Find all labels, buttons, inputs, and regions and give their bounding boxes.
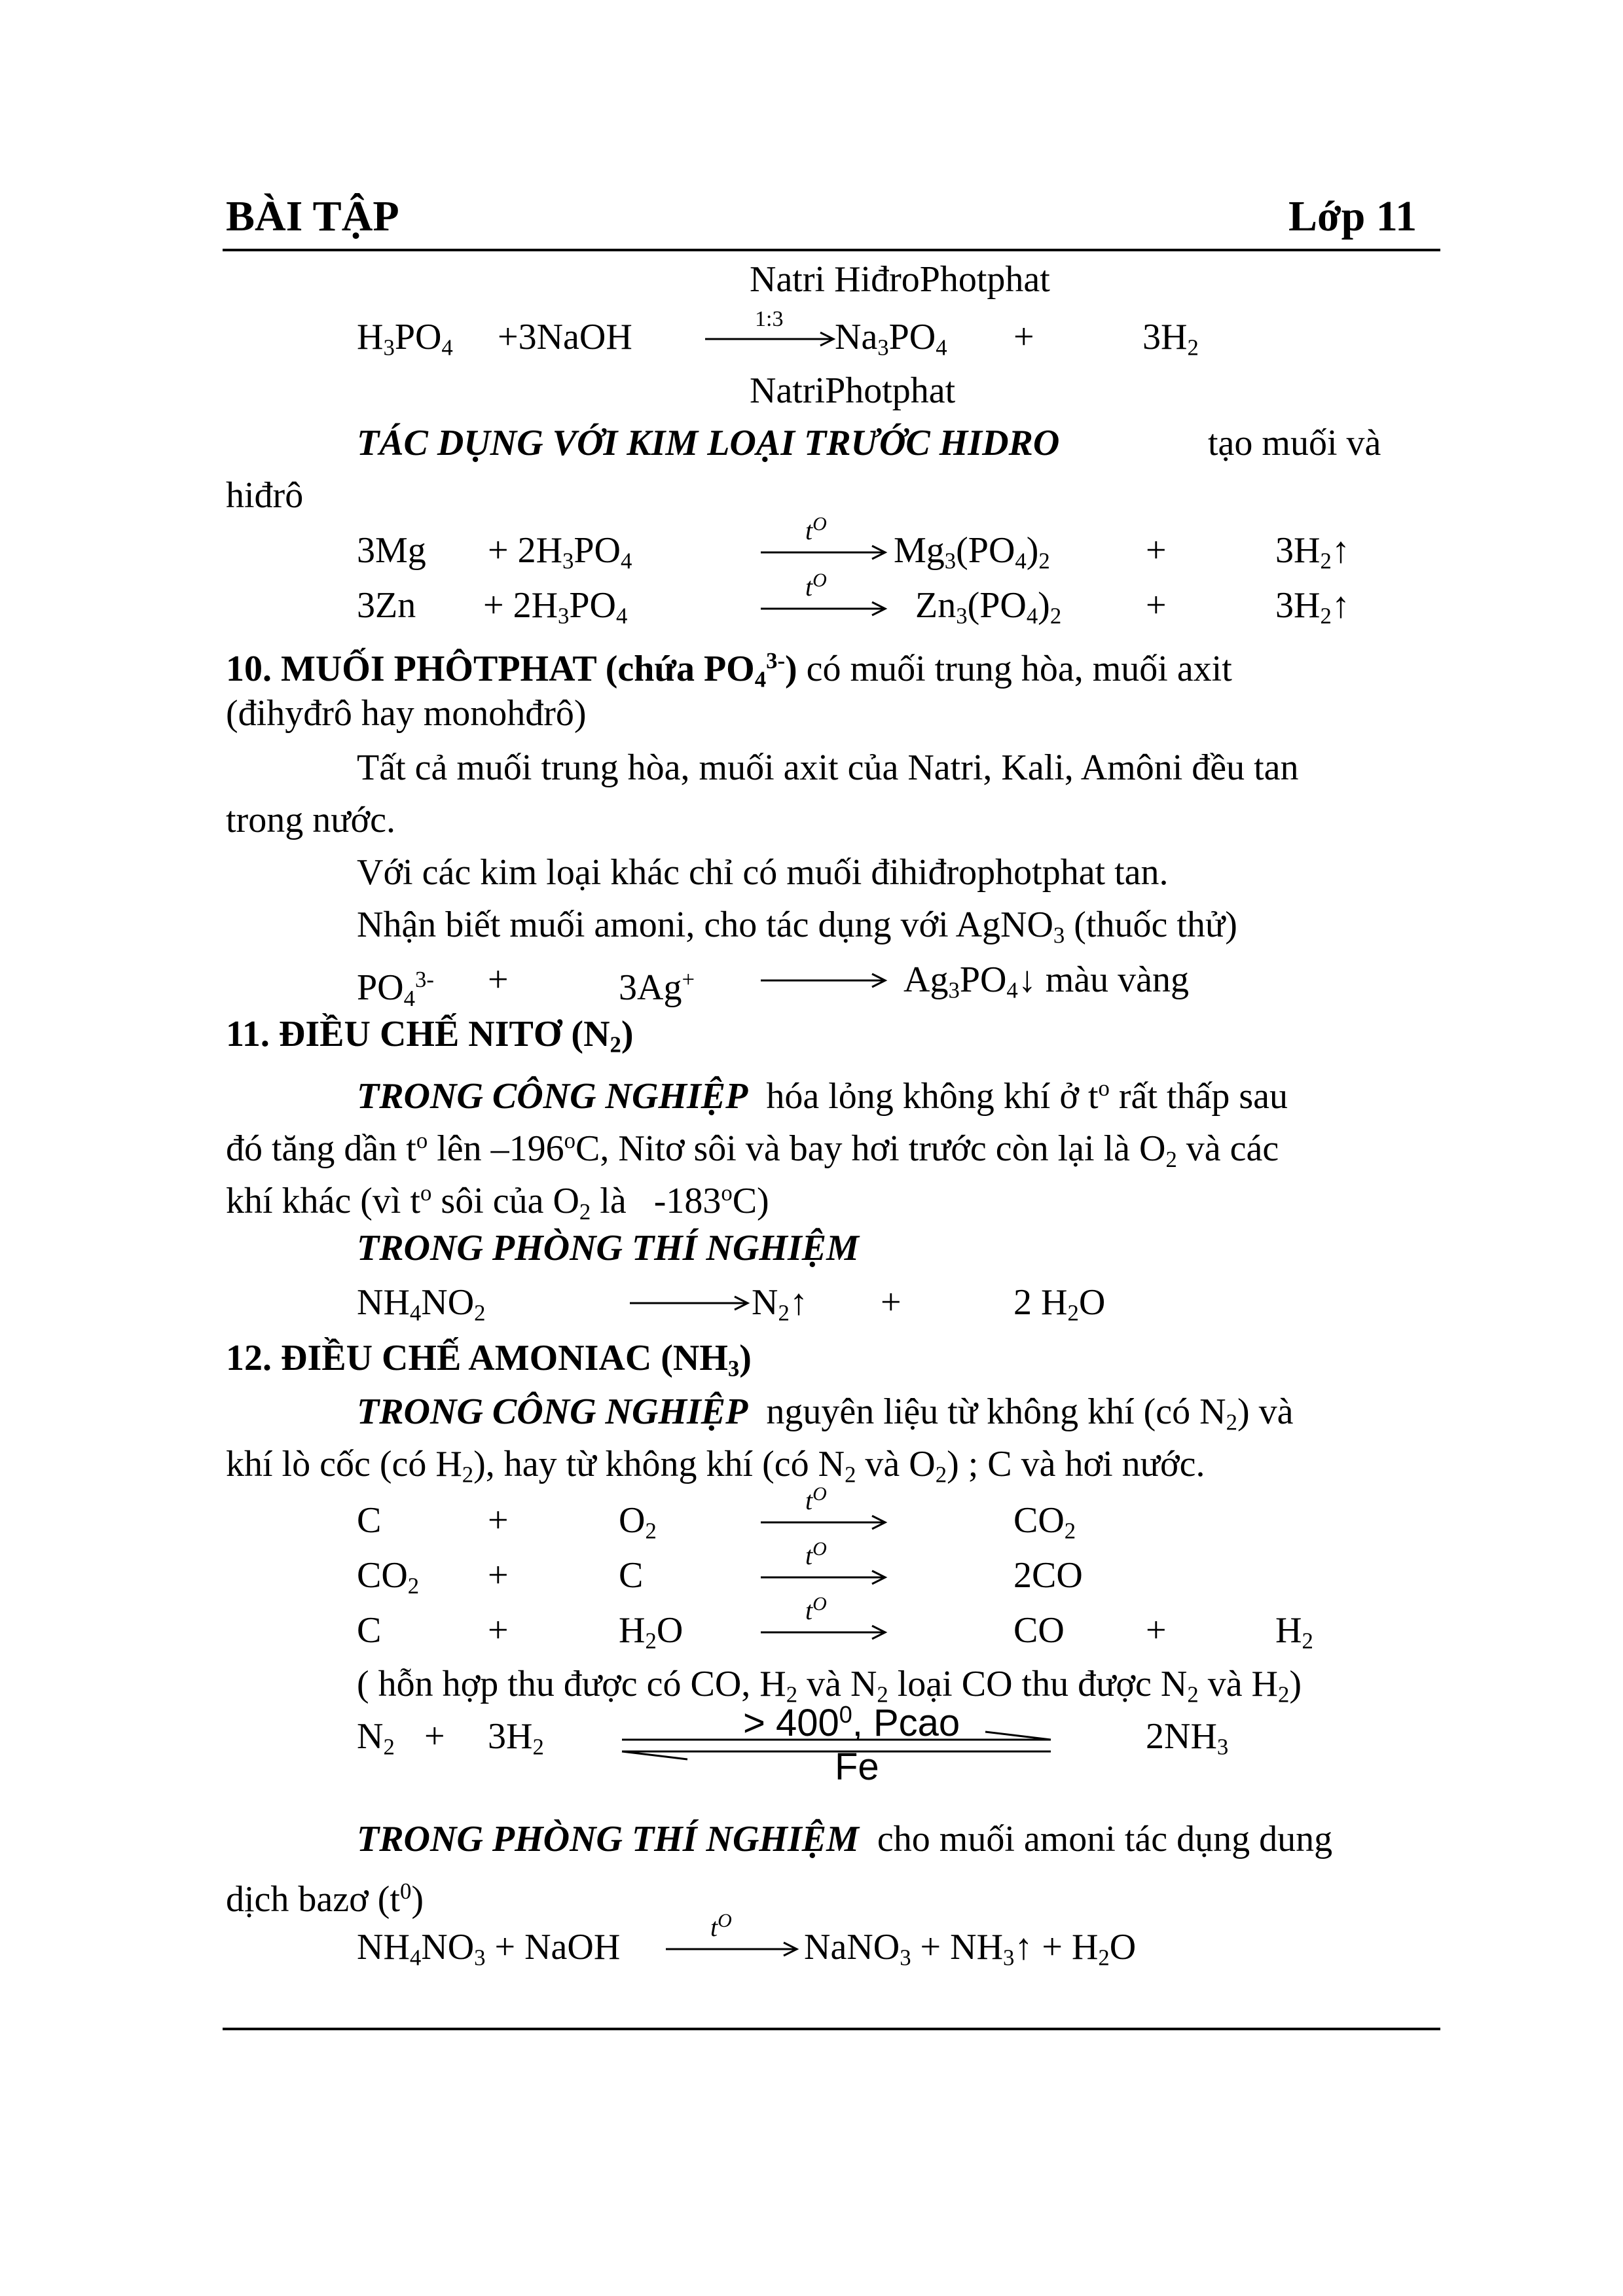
sec12-eq3-b: $H_2O$ (619, 1610, 684, 1654)
sec11-eq-plus: + (881, 1282, 902, 1323)
sec12-eq1-p: $CO_2$ (1013, 1500, 1076, 1544)
svg-text:tO: $t^O$ (805, 1597, 827, 1625)
sec11-eq-r1: $NH_4NO_2$ (357, 1282, 486, 1326)
eq-zn-plus: + (1146, 585, 1167, 626)
sec12-lab-text2: dịch bazơ $(t^0)$ (226, 1878, 424, 1920)
sec12-eq3-arrow (759, 1597, 897, 1649)
sec10-title-rest: có muối trung hòa, muối axit (806, 649, 1232, 690)
sec12-eq5-lhs: $NH_4NO_3$ + NaOH (357, 1927, 621, 1971)
svg-text:tO: $t^O$ (805, 517, 827, 545)
header-right: Lớp 11 (1288, 192, 1417, 240)
header-left: BÀI TẬP (226, 192, 399, 240)
sec12-title: 12. ĐIỀU CHẾ AMONIAC $(NH_3)$ (226, 1338, 752, 1382)
eq-sodium-ratio: 1:3 (755, 308, 784, 331)
eq-mg-r1: 3Mg (357, 530, 426, 571)
sec10-title: 10. MUỐI PHÔTPHAT (chứa $PO_4^{3-}$) (226, 648, 797, 692)
svg-text:tO: $t^O$ (805, 1487, 827, 1515)
sec12-eq1-plus: + (488, 1500, 509, 1541)
eq-zn-r2: + $2H_3PO_4$ (483, 585, 628, 629)
sec12-eq4-cond-bottom: Fe (835, 1746, 879, 1788)
metal-section-text2: hiđrô (226, 475, 304, 516)
sec10-eq-product: $Ag_3PO_4↓$ màu vàng (903, 960, 1190, 1003)
sec11-ind-text1: hóa lỏng không khí ở $t^o$ rất thấp sau (757, 1075, 1288, 1117)
eq-zn-p2: $3H_2↑$ (1275, 585, 1350, 629)
sec12-eq4-a: $N_2$ (357, 1716, 395, 1760)
sec12-eq3-a: C (357, 1610, 382, 1651)
sec11-eq-arrow (629, 1280, 759, 1325)
sec11-ind-title: TRONG CÔNG NGHIỆP (357, 1076, 748, 1117)
eq-mg-p2: $3H_2↑$ (1275, 530, 1350, 574)
eq-sodium-bottom-label: NatriPhotphat (750, 370, 956, 411)
eq-sodium-top-label: Natri HiđroPhotphat (750, 259, 1050, 300)
svg-text:tO: $t^O$ (710, 1914, 732, 1942)
sec11-eq-p1: $N_2↑$ (752, 1282, 808, 1326)
metal-section-title: TÁC DỤNG VỚI KIM LOẠI TRƯỚC HIDRO (357, 423, 1060, 463)
sec11-title: 11. ĐIỀU CHẾ NITƠ $(N_2)$ (226, 1014, 634, 1058)
eq-zn-arrow (759, 573, 897, 626)
metal-section-text1: tạo muối và (1208, 423, 1381, 463)
eq-mg-r2: + $2H_3PO_4$ (488, 530, 632, 574)
sec12-eq4-b: $3H_2$ (488, 1716, 544, 1760)
sec11-ind-text3: khí khác (vì $t^o$ sôi của $O_2$ là -183$^o$C) (226, 1180, 769, 1225)
sec10-para2: Với các kim loại khác chỉ có muối đihiđrophotphat tan. (357, 852, 1169, 893)
sec12-eq4-cond-top: > $400^0$, Pcao (743, 1701, 960, 1744)
eq-mg-arrow (759, 517, 897, 569)
sec12-eq5-rhs: NaNO$_3$ + $NH_3↑ + H_2O$ (804, 1927, 1137, 1971)
sec12-eq1-b: $O_2$ (619, 1500, 657, 1544)
sec12-eq3-plus2: + (1146, 1610, 1167, 1651)
eq-sodium-reactant: $H_3PO_4$ (357, 317, 453, 361)
sec12-eq2-b: C (619, 1555, 644, 1596)
sec12-eq1-a: C (357, 1500, 382, 1541)
sec10-para1a: Tất cả muối trung hòa, muối axit của Natri, Kali, Amôni đều tan (357, 747, 1299, 788)
sec12-eq3-plus: + (488, 1610, 509, 1651)
sec10-para1b: trong nước. (226, 800, 396, 840)
sec11-eq-p2: 2 $H_2O$ (1013, 1282, 1106, 1326)
sec10-eq-r1: $PO_4^{3-}$ (357, 967, 434, 1011)
svg-text:tO: $t^O$ (805, 1542, 827, 1570)
sec11-ind-text2: đó tăng dần $t^o$ lên –196$^o$C, Nitơ sôi và bay hơi trước còn lại là $O_2$ và các (226, 1128, 1279, 1172)
sec12-eq4-plus: + (424, 1716, 445, 1757)
sec10-eq-r2: 3Ag+ (619, 967, 695, 1009)
sec12-ind-text2: khí lò cốc (có $H_2$), hay từ không khí (có $N_2$ và $O_2$) ; C và hơi nước. (226, 1444, 1205, 1488)
sec12-eq2-arrow (759, 1542, 897, 1594)
sec12-ind-line (357, 1389, 1293, 1446)
sec10-eq-plus: + (488, 960, 509, 1000)
svg-text:tO: $t^O$ (805, 573, 827, 601)
sec12-lab-title: TRONG PHÒNG THÍ NGHIỆM (357, 1819, 859, 1859)
sec12-eq5-arrow (665, 1914, 802, 1966)
sec12-ind-title: TRONG CÔNG NGHIỆP (357, 1391, 748, 1432)
sec11-ind-line (357, 1066, 1288, 1119)
eq-zn-r1: 3Zn (357, 585, 416, 626)
sec10-eq-arrow (759, 957, 897, 1003)
eq-sodium-arrow (704, 308, 841, 360)
eq-sodium-naoh: +3NaOH (498, 317, 632, 357)
sec12-eq3-p: CO (1013, 1610, 1065, 1651)
header-rule (223, 249, 1440, 251)
sec12-ind-text1: nguyên liệu từ không khí (có $N_2$) và (757, 1391, 1294, 1435)
eq-zn-p1: $Zn_3(PO_4)_2$ (915, 585, 1062, 629)
sec12-note: ( hỗn hợp thu được có CO, $H_2$ và $N_2$ loại CO thu được $N_2$ và $H_2$) (357, 1664, 1302, 1708)
sec12-eq2-p: 2CO (1013, 1555, 1083, 1596)
sec10-line2: (đihyđrô hay monohđrô) (226, 693, 587, 734)
sec11-lab-title: TRONG PHÒNG THÍ NGHIỆM (357, 1228, 859, 1268)
sec12-eq1-arrow (759, 1487, 897, 1539)
eq-sodium-product2: $3H_2$ (1142, 317, 1199, 361)
sec12-eq3-p2: $H_2$ (1275, 1610, 1313, 1654)
footer-rule (223, 2028, 1440, 2030)
sec12-lab-text1: cho muối amoni tác dụng dung (867, 1819, 1333, 1859)
eq-sodium-product: $Na_3PO_4$ (835, 317, 947, 361)
sec12-eq2-plus: + (488, 1555, 509, 1596)
eq-mg-p1: $Mg_3(PO_4)_2$ (894, 530, 1050, 574)
eq-sodium-plus: + (1013, 317, 1034, 357)
sec10-para3: Nhận biết muối amoni, cho tác dụng với AgNO$_3$ (thuốc thử) (357, 905, 1237, 948)
eq-mg-plus: + (1146, 530, 1167, 571)
sec12-eq4-p: $2NH_3$ (1146, 1716, 1229, 1760)
sec12-eq2-a: $CO_2$ (357, 1555, 420, 1599)
sec12-lab-line (357, 1816, 1332, 1862)
